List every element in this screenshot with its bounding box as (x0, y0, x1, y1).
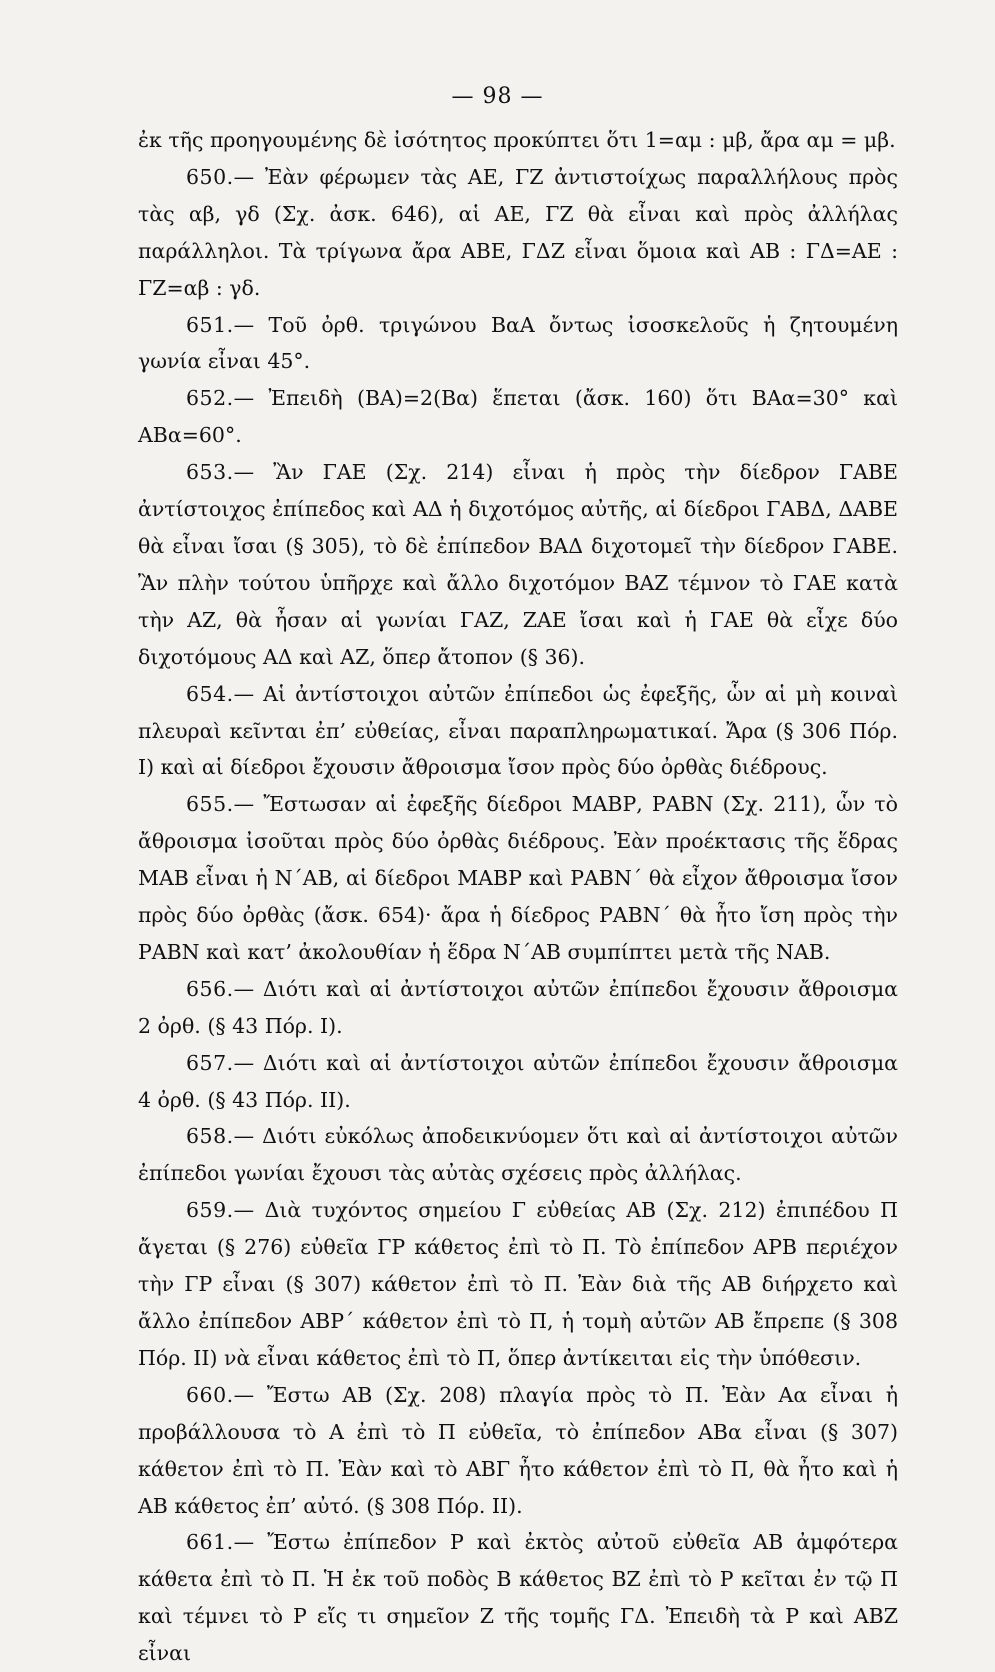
exercise-651: 651.— Τοῦ ὀρθ. τριγώνου ΒαΑ ὄντως ἰσοσκελοῦς ἡ ζητουμένη γωνία εἶναι 45°. (138, 312, 898, 374)
exercise-number: 652. (186, 386, 234, 411)
exercise-number: 657. (186, 1050, 234, 1075)
page-number: — 98 — (451, 84, 544, 109)
exercise-number: 650. (186, 164, 234, 189)
exercise-number: 656. (186, 976, 234, 1001)
exercise-number: 659. (186, 1198, 234, 1223)
intro-paragraph: ἐκ τῆς προηγουμένης δὲ ἰσότητος προκύπτει ὅτι 1=αμ : μβ, ἄρα αμ = μβ. (138, 128, 896, 152)
exercise-652: 652.— Ἐπειδὴ (ΒΑ)=2(Βα) ἕπεται (ἄσκ. 160) ὅτι ΒΑα=30° καὶ ΑΒα=60°. (138, 386, 898, 448)
exercise-655: 655.— Ἔστωσαν αἱ ἐφεξῆς δίεδροι ΜΑΒΡ, ΡΑΒΝ (Σχ. 211), ὧν τὸ ἄθροισμα ἰσοῦται πρὸς δύο ὀρθὰς διέδρους. Ἐὰν προέκτασις τῆς ἕδρας ΜΑΒ εἶναι ἡ Ν΄ΑΒ, αἱ δίεδροι ΜΑΒΡ καὶ ΡΑΒΝ΄ θὰ εἶχον ἄθροισμα ἴσον πρὸς δύο ὀρθὰς (ἄσκ. 654)· ἄρα ἡ δίεδρος ΡΑΒΝ΄ θὰ ἦτο ἴση πρὸς τὴν ΡΑΒΝ καὶ κατ’ ἀκολουθίαν ἡ ἕδρα Ν΄ΑΒ συμπίπτει μετὰ τῆς ΝΑΒ. (138, 792, 898, 964)
exercise-650: 650.— Ἐὰν φέρωμεν τὰς ΑΕ, ΓΖ ἀντιστοίχως παραλλήλους πρὸς τὰς αβ, γδ (Σχ. ἀσκ. 646), αἱ ΑΕ, ΓΖ θὰ εἶναι καὶ πρὸς ἀλλήλας παράλληλοι. Τὰ τρίγωνα ἄρα ΑΒΕ, ΓΔΖ εἶναι ὅμοια καὶ ΑΒ : ΓΔ=ΑΕ : ΓΖ=αβ : γδ. (138, 164, 898, 300)
exercise-number: 661. (186, 1530, 234, 1555)
exercise-text: Διότι καὶ αἱ ἀντίστοιχοι αὐτῶν ἐπίπεδοι ἔχουσιν ἄθροισμα 4 ὀρθ. (§ 43 Πόρ. ΙΙ). (138, 1050, 898, 1112)
exercise-number: 655. (186, 792, 234, 817)
exercise-658: 658.— Διότι εὐκόλως ἀποδεικνύομεν ὅτι καὶ αἱ ἀντίστοιχοι αὐτῶν ἐπίπεδοι γωνίαι ἔχουσι τὰς αὐτὰς σχέσεις πρὸς ἀλλήλας. (138, 1124, 898, 1186)
exercise-text: Ἐὰν φέρωμεν τὰς ΑΕ, ΓΖ ἀντιστοίχως παραλλήλους πρὸς τὰς αβ, γδ (Σχ. ἀσκ. 646), αἱ ΑΕ, ΓΖ θὰ εἶναι καὶ πρὸς ἀλλήλας παράλληλοι. Τὰ τρίγωνα ἄρα ΑΒΕ, ΓΔΖ εἶναι ὅμοια καὶ ΑΒ : ΓΔ=ΑΕ : ΓΖ=αβ : γδ. (138, 164, 898, 300)
exercise-number: 660. (186, 1382, 234, 1407)
exercise-661: 661.— Ἔστω ἐπίπεδον Ρ καὶ ἐκτὸς αὐτοῦ εὐθεῖα ΑΒ ἀμφότερα κάθετα ἐπὶ τὸ Π. Ἡ ἐκ τοῦ ποδὸς Β κάθετος ΒΖ ἐπὶ τὸ Ρ κεῖται ἐν τῷ Π καὶ τέμνει τὸ Ρ εἴς τι σημεῖον Ζ τῆς τομῆς ΓΔ. Ἐπειδὴ τὰ Ρ καὶ ΑΒΖ εἶναι (138, 1530, 898, 1666)
exercise-text: Διότι καὶ αἱ ἀντίστοιχοι αὐτῶν ἐπίπεδοι ἔχουσιν ἄθροισμα 2 ὀρθ. (§ 43 Πόρ. Ι). (138, 976, 898, 1038)
exercise-text: Ἔστω ἐπίπεδον Ρ καὶ ἐκτὸς αὐτοῦ εὐθεῖα ΑΒ ἀμφότερα κάθετα ἐπὶ τὸ Π. Ἡ ἐκ τοῦ ποδὸς Β κάθετος ΒΖ ἐπὶ τὸ Ρ κεῖται ἐν τῷ Π καὶ τέμνει τὸ Ρ εἴς τι σημεῖον Ζ τῆς τομῆς ΓΔ. Ἐπειδὴ τὰ Ρ καὶ ΑΒΖ εἶναι (138, 1530, 898, 1666)
exercise-text: Ἔστωσαν αἱ ἐφεξῆς δίεδροι ΜΑΒΡ, ΡΑΒΝ (Σχ. 211), ὧν τὸ ἄθροισμα ἰσοῦται πρὸς δύο ὀρθὰς διέδρους. Ἐὰν προέκτασις τῆς ἕδρας ΜΑΒ εἶναι ἡ Ν΄ΑΒ, αἱ δίεδροι ΜΑΒΡ καὶ ΡΑΒΝ΄ θὰ εἶχον ἄθροισμα ἴσον πρὸς δύο ὀρθὰς (ἄσκ. 654)· ἄρα ἡ δίεδρος ΡΑΒΝ΄ θὰ ἦτο ἴση πρὸς τὴν ΡΑΒΝ καὶ κατ’ ἀκολουθίαν ἡ ἕδρα Ν΄ΑΒ συμπίπτει μετὰ τῆς ΝΑΒ. (138, 792, 898, 964)
text-body (138, 122, 898, 1672)
exercise-text: Τοῦ ὀρθ. τριγώνου ΒαΑ ὄντως ἰσοσκελοῦς ἡ ζητουμένη γωνία εἶναι 45°. (138, 312, 898, 374)
exercise-number: 658. (186, 1124, 234, 1149)
exercise-654: 654.— Αἱ ἀντίστοιχοι αὐτῶν ἐπίπεδοι ὡς ἐφεξῆς, ὧν αἱ μὴ κοιναὶ πλευραὶ κεῖνται ἐπ’ εὐθείας, εἶναι παραπληρωματικαί. Ἄρα (§ 306 Πόρ. Ι) καὶ αἱ δίεδροι ἔχουσιν ἄθροισμα ἴσον πρὸς δύο ὀρθὰς διέδρους. (138, 681, 898, 780)
exercise-number: 653. (186, 460, 234, 485)
exercise-657: 657.— Διότι καὶ αἱ ἀντίστοιχοι αὐτῶν ἐπίπεδοι ἔχουσιν ἄθροισμα 4 ὀρθ. (§ 43 Πόρ. ΙΙ). (138, 1050, 898, 1112)
exercise-text: Ἂν ΓΑΕ (Σχ. 214) εἶναι ἡ πρὸς τὴν δίεδρον ΓΑΒΕ ἀντίστοιχος ἐπίπεδος καὶ ΑΔ ἡ διχοτόμος αὐτῆς, αἱ δίεδροι ΓΑΒΔ, ΔΑΒΕ θὰ εἶναι ἴσαι (§ 305), τὸ δὲ ἐπίπεδον ΒΑΔ διχοτομεῖ τὴν δίεδρον ΓΑΒΕ. Ἂν πλὴν τούτου ὑπῆρχε καὶ ἄλλο διχοτόμον ΒΑΖ τέμνον τὸ ΓΑΕ κατὰ τὴν ΑΖ, θὰ ἦσαν αἱ γωνίαι ΓΑΖ, ΖΑΕ ἴσαι καὶ ἡ ΓΑΕ θὰ εἶχε δύο διχοτόμους ΑΔ καὶ ΑΖ, ὅπερ ἄτοπον (§ 36). (138, 460, 898, 669)
exercise-text: Διὰ τυχόντος σημείου Γ εὐθείας ΑΒ (Σχ. 212) ἐπιπέδου Π ἄγεται (§ 276) εὐθεῖα ΓΡ κάθετος ἐπὶ τὸ Π. Τὸ ἐπίπεδον ΑΡΒ περιέχον τὴν ΓΡ εἶναι (§ 307) κάθετον ἐπὶ τὸ Π. Ἐὰν διὰ τῆς ΑΒ διήρχετο καὶ ἄλλο ἐπίπεδον ΑΒΡ΄ κάθετον ἐπὶ τὸ Π, ἡ τομὴ αὐτῶν ΑΒ ἔπρεπε (§ 308 Πόρ. ΙΙ) νὰ εἶναι κάθετος ἐπὶ τὸ Π, ὅπερ ἀντίκειται εἰς τὴν ὑπόθεσιν. (138, 1198, 898, 1370)
exercise-660: 660.— Ἔστω ΑΒ (Σχ. 208) πλαγία πρὸς τὸ Π. Ἐὰν Αα εἶναι ἡ προβάλλουσα τὸ Α ἐπὶ τὸ Π εὐθεῖα, τὸ ἐπίπεδον ΑΒα εἶναι (§ 307) κάθετον ἐπὶ τὸ Π. Ἐὰν καὶ τὸ ΑΒΓ ἦτο κάθετον ἐπὶ τὸ Π, θὰ ἦτο καὶ ἡ ΑΒ κάθετος ἐπ’ αὐτό. (§ 308 Πόρ. ΙΙ). (138, 1382, 898, 1518)
exercise-text: Ἐπειδὴ (ΒΑ)=2(Βα) ἕπεται (ἄσκ. 160) ὅτι ΒΑα=30° καὶ ΑΒα=60°. (138, 386, 898, 448)
exercise-656: 656.— Διότι καὶ αἱ ἀντίστοιχοι αὐτῶν ἐπίπεδοι ἔχουσιν ἄθροισμα 2 ὀρθ. (§ 43 Πόρ. Ι). (138, 976, 898, 1038)
exercise-number: 654. (186, 681, 234, 706)
exercise-number: 651. (186, 312, 234, 337)
exercise-text: Διότι εὐκόλως ἀποδεικνύομεν ὅτι καὶ αἱ ἀντίστοιχοι αὐτῶν ἐπίπεδοι γωνίαι ἔχουσι τὰς αὐτὰς σχέσεις πρὸς ἀλλήλας. (138, 1124, 898, 1186)
exercise-659: 659.— Διὰ τυχόντος σημείου Γ εὐθείας ΑΒ (Σχ. 212) ἐπιπέδου Π ἄγεται (§ 276) εὐθεῖα ΓΡ κάθετος ἐπὶ τὸ Π. Τὸ ἐπίπεδον ΑΡΒ περιέχον τὴν ΓΡ εἶναι (§ 307) κάθετον ἐπὶ τὸ Π. Ἐὰν διὰ τῆς ΑΒ διήρχετο καὶ ἄλλο ἐπίπεδον ΑΒΡ΄ κάθετον ἐπὶ τὸ Π, ἡ τομὴ αὐτῶν ΑΒ ἔπρεπε (§ 308 Πόρ. ΙΙ) νὰ εἶναι κάθετος ἐπὶ τὸ Π, ὅπερ ἀντίκειται εἰς τὴν ὑπόθεσιν. (138, 1198, 898, 1370)
exercise-text: Αἱ ἀντίστοιχοι αὐτῶν ἐπίπεδοι ὡς ἐφεξῆς, ὧν αἱ μὴ κοιναὶ πλευραὶ κεῖνται ἐπ’ εὐθείας, εἶναι παραπληρωματικαί. Ἄρα (§ 306 Πόρ. Ι) καὶ αἱ δίεδροι ἔχουσιν ἄθροισμα ἴσον πρὸς δύο ὀρθὰς διέδρους. (138, 681, 898, 780)
exercise-653: 653.— Ἂν ΓΑΕ (Σχ. 214) εἶναι ἡ πρὸς τὴν δίεδρον ΓΑΒΕ ἀντίστοιχος ἐπίπεδος καὶ ΑΔ ἡ διχοτόμος αὐτῆς, αἱ δίεδροι ΓΑΒΔ, ΔΑΒΕ θὰ εἶναι ἴσαι (§ 305), τὸ δὲ ἐπίπεδον ΒΑΔ διχοτομεῖ τὴν δίεδρον ΓΑΒΕ. Ἂν πλὴν τούτου ὑπῆρχε καὶ ἄλλο διχοτόμον ΒΑΖ τέμνον τὸ ΓΑΕ κατὰ τὴν ΑΖ, θὰ ἦσαν αἱ γωνίαι ΓΑΖ, ΖΑΕ ἴσαι καὶ ἡ ΓΑΕ θὰ εἶχε δύο διχοτόμους ΑΔ καὶ ΑΖ, ὅπερ ἄτοπον (§ 36). (138, 460, 898, 669)
exercise-text: Ἔστω ΑΒ (Σχ. 208) πλαγία πρὸς τὸ Π. Ἐὰν Αα εἶναι ἡ προβάλλουσα τὸ Α ἐπὶ τὸ Π εὐθεῖα, τὸ ἐπίπεδον ΑΒα εἶναι (§ 307) κάθετον ἐπὶ τὸ Π. Ἐὰν καὶ τὸ ΑΒΓ ἦτο κάθετον ἐπὶ τὸ Π, θὰ ἦτο καὶ ἡ ΑΒ κάθετος ἐπ’ αὐτό. (§ 308 Πόρ. ΙΙ). (138, 1382, 898, 1518)
